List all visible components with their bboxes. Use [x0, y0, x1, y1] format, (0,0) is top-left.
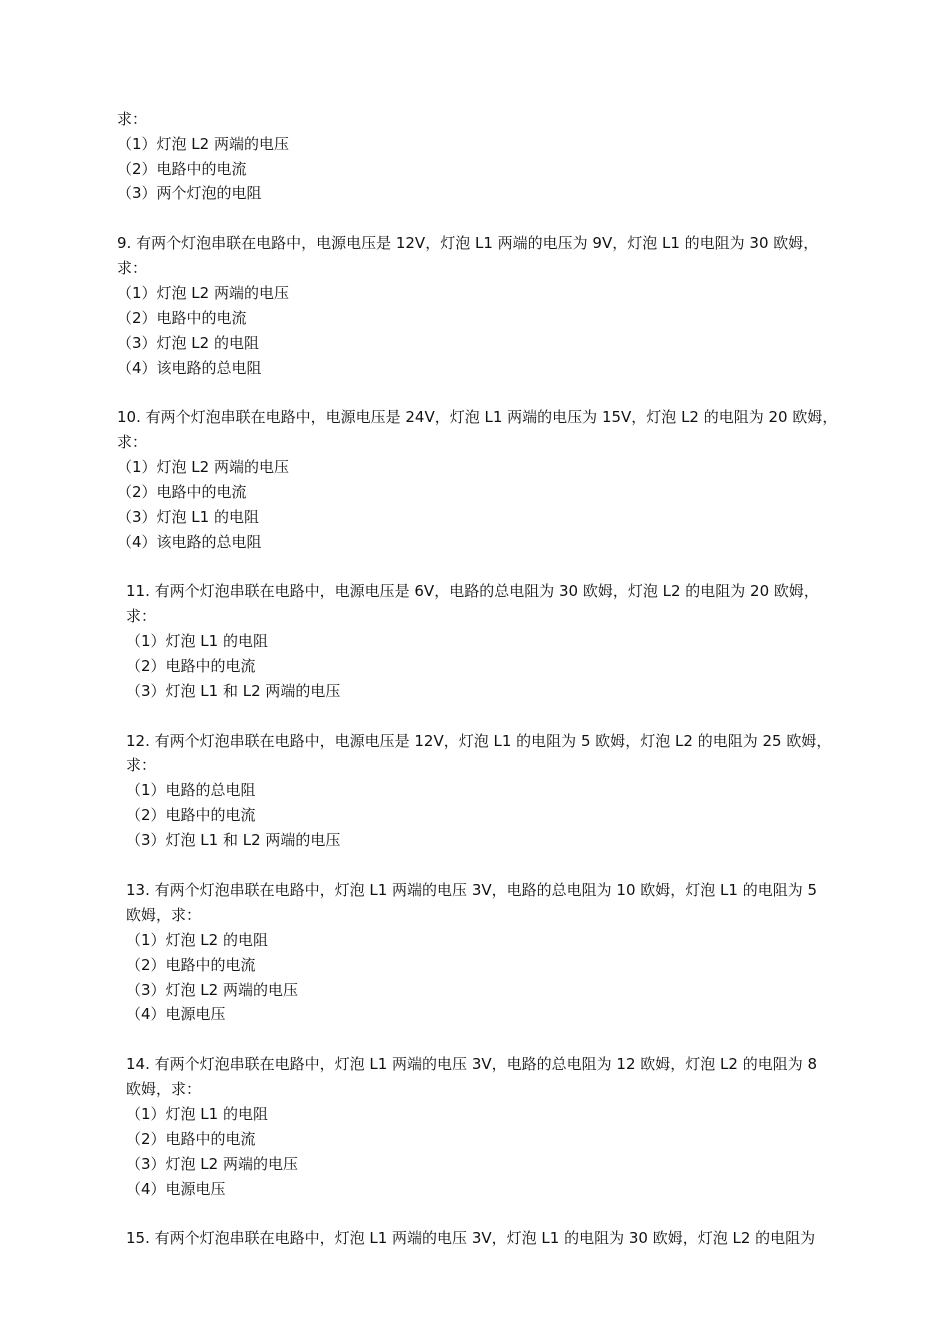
text-line: 欧姆，求： [126, 1080, 202, 1098]
question-10-stem: 10. 有两个灯泡串联在电路中，电源电压是 24V，灯泡 L1 两端的电压为 15V，灯泡 L2 的电阻为 20 欧姆， [117, 408, 838, 426]
text-line: 求： [117, 259, 148, 277]
text-line: （2）电路中的电流 [117, 160, 247, 178]
text-line: （2）电路中的电流 [117, 309, 247, 327]
text-line: （2）电路中的电流 [117, 483, 247, 501]
text-line: （4）电源电压 [126, 1180, 226, 1198]
text-line: （1）灯泡 L2 两端的电压 [117, 135, 289, 153]
text-line: （3）灯泡 L2 的电阻 [117, 334, 259, 352]
question-15-stem: 15. 有两个灯泡串联在电路中，灯泡 L1 两端的电压 3V，灯泡 L1 的电阻为 30 欧姆，灯泡 L2 的电阻为 [126, 1229, 816, 1247]
text-line: （1）灯泡 L2 两端的电压 [117, 284, 289, 302]
text-line: （1）灯泡 L2 的电阻 [126, 931, 268, 949]
text-line: （3）灯泡 L1 的电阻 [117, 508, 259, 526]
question-13-stem: 13. 有两个灯泡串联在电路中，灯泡 L1 两端的电压 3V，电路的总电阻为 10 欧姆，灯泡 L1 的电阻为 5 [126, 881, 818, 899]
text-line: （1）灯泡 L1 的电阻 [126, 632, 268, 650]
text-line: （3）灯泡 L2 两端的电压 [126, 1155, 298, 1173]
text-line: 求： [126, 607, 157, 625]
question-11-stem: 11. 有两个灯泡串联在电路中，电源电压是 6V，电路的总电阻为 30 欧姆，灯泡 L2 的电阻为 20 欧姆， [126, 582, 819, 600]
text-line: （4）该电路的总电阻 [117, 533, 262, 551]
text-line: （2）电路中的电流 [126, 657, 256, 675]
text-line: （2）电路中的电流 [126, 1130, 256, 1148]
text-line: （1）灯泡 L1 的电阻 [126, 1105, 268, 1123]
text-line: 求： [126, 756, 157, 774]
text-line: 求： [117, 433, 148, 451]
text-line: （2）电路中的电流 [126, 956, 256, 974]
question-12-stem: 12. 有两个灯泡串联在电路中，电源电压是 12V，灯泡 L1 的电阻为 5 欧姆，灯泡 L2 的电阻为 25 欧姆， [126, 732, 832, 750]
question-14-stem: 14. 有两个灯泡串联在电路中，灯泡 L1 两端的电压 3V，电路的总电阻为 12 欧姆，灯泡 L2 的电阻为 8 [126, 1055, 818, 1073]
text-line: （3）灯泡 L1 和 L2 两端的电压 [126, 831, 341, 849]
text-line: （1）电路的总电阻 [126, 781, 256, 799]
text-line: （3）灯泡 L2 两端的电压 [126, 981, 298, 999]
text-line: 求： [117, 110, 148, 128]
text-line: （3）两个灯泡的电阻 [117, 184, 262, 202]
text-line: 欧姆，求： [126, 906, 202, 924]
text-line: （2）电路中的电流 [126, 806, 256, 824]
text-line: （3）灯泡 L1 和 L2 两端的电压 [126, 682, 341, 700]
text-line: （4）该电路的总电阻 [117, 359, 262, 377]
text-line: （1）灯泡 L2 两端的电压 [117, 458, 289, 476]
question-9-stem: 9. 有两个灯泡串联在电路中，电源电压是 12V，灯泡 L1 两端的电压为 9V，灯泡 L1 的电阻为 30 欧姆， [117, 234, 819, 252]
text-line: （4）电源电压 [126, 1005, 226, 1023]
